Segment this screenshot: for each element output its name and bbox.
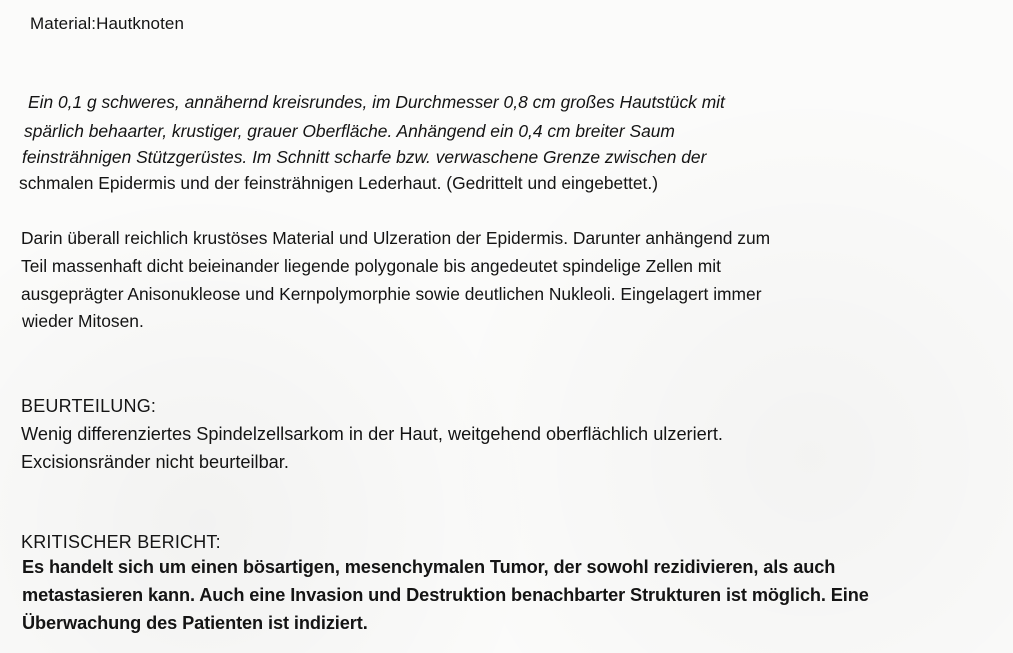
kritischer-bericht-line-1: Es handelt sich um einen bösartigen, mesenchymalen Tumor, der sowohl rezidivieren, als auch	[22, 557, 836, 577]
gross-description-line-1: Ein 0,1 g schweres, annähernd kreisrundes, im Durchmesser 0,8 cm großes Hautstück mit	[28, 92, 725, 112]
gross-description-line-4: schmalen Epidermis und der feinsträhnigen Lederhaut. (Gedrittelt und eingebettet.)	[19, 173, 659, 193]
microscopic-description-line-1: Darin überall reichlich krustöses Material und Ulzeration der Epidermis. Darunter anhängend zum	[21, 228, 771, 248]
microscopic-description-line-4: wieder Mitosen.	[22, 311, 144, 331]
kritischer-bericht-heading: KRITISCHER BERICHT:	[21, 532, 221, 552]
gross-description-line-2: spärlich behaarter, krustiger, grauer Oberfläche. Anhängend ein 0,4 cm breiter Saum	[24, 121, 675, 141]
material-label: Material:Hautknoten	[30, 14, 185, 33]
kritischer-bericht-line-2: metastasieren kann. Auch eine Invasion und Destruktion benachbarter Strukturen ist möglich. Eine	[22, 585, 869, 605]
beurteilung-line-1: Wenig differenziertes Spindelzellsarkom in der Haut, weitgehend oberflächlich ulzeriert.	[21, 424, 723, 444]
beurteilung-line-2: Excisionsränder nicht beurteilbar.	[21, 452, 289, 472]
gross-description-line-3: feinsträhnigen Stützgerüstes. Im Schnitt scharfe bzw. verwaschene Grenze zwischen der	[22, 147, 707, 167]
microscopic-description-line-2: Teil massenhaft dicht beieinander liegende polygonale bis angedeutet spindelige Zellen mit	[21, 256, 721, 276]
beurteilung-heading: BEURTEILUNG:	[21, 396, 157, 416]
kritischer-bericht-line-3: Überwachung des Patienten ist indiziert.	[22, 613, 368, 633]
microscopic-description-line-3: ausgeprägter Anisonukleose und Kernpolymorphie sowie deutlichen Nukleoli. Eingelagert immer	[21, 284, 762, 304]
